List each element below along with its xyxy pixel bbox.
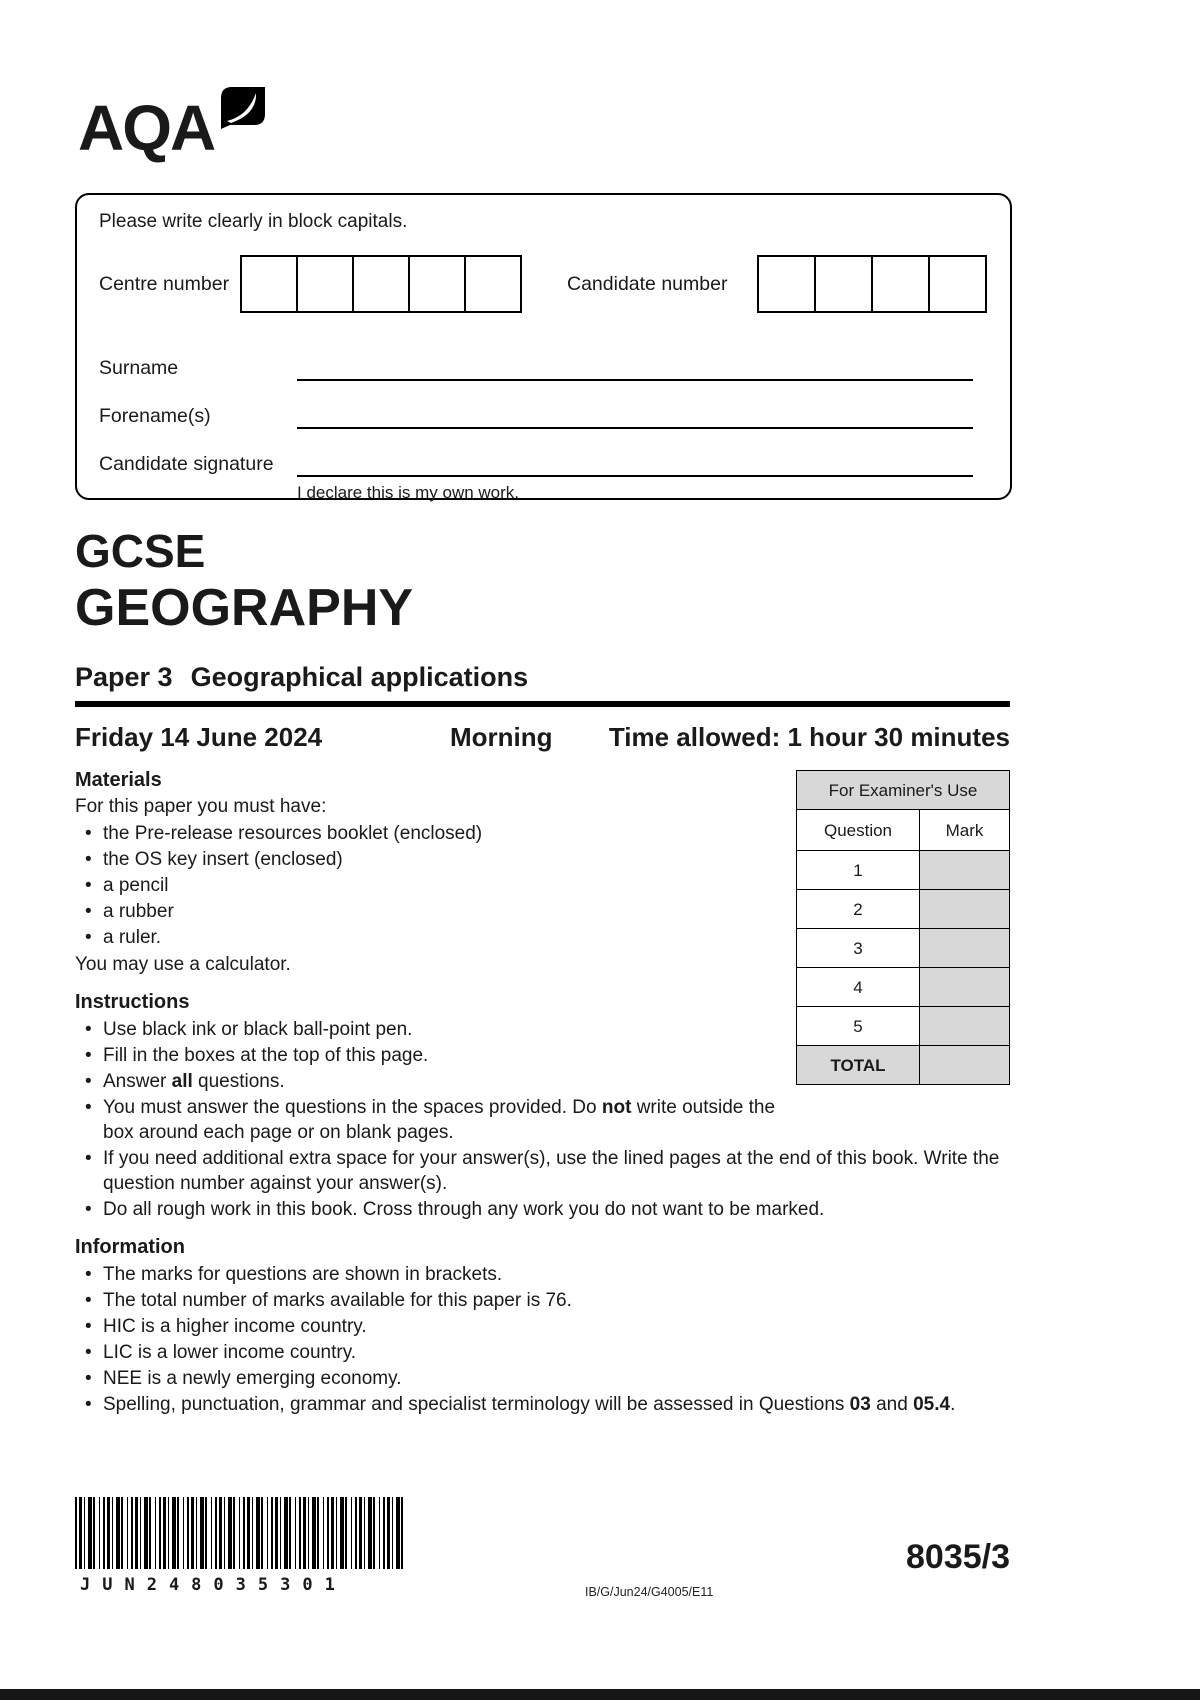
instruction-item (75, 1095, 1010, 1145)
declaration-note: I declare this is my own work. (297, 483, 520, 502)
material-item: • the OS key insert (enclosed) (75, 847, 1010, 872)
block-capitals-note: Please write clearly in block capitals. (99, 211, 408, 232)
materials-intro: For this paper you must have: (75, 796, 327, 817)
centre-number-cells (240, 255, 522, 313)
question-number-cell: 2 (797, 890, 920, 929)
barcode (75, 1497, 407, 1569)
aqa-logo-text: AQA (78, 92, 215, 164)
information-item: • LIC is a lower income country. (75, 1340, 1010, 1365)
centre-number-cell[interactable] (296, 255, 354, 313)
instruction-item: • Fill in the boxes at the top of this page. (75, 1043, 1010, 1068)
session-row (75, 722, 1010, 756)
signature-line[interactable] (297, 475, 973, 477)
information-item: • The marks for questions are shown in brackets. (75, 1262, 1010, 1287)
subject-title: GEOGRAPHY (75, 579, 414, 637)
forenames-label: Forename(s) (99, 405, 211, 427)
signature-label: Candidate signature (99, 453, 274, 475)
instruction-item: • Do all rough work in this book. Cross through any work you do not want to be marked. (75, 1197, 1010, 1222)
candidate-number-cell[interactable] (814, 255, 873, 313)
text-run: . (950, 1394, 956, 1415)
text-run: and (870, 1394, 914, 1415)
paper-name: Geographical applications (190, 662, 529, 692)
question-column-header: Question (797, 810, 920, 851)
text-run-bold: not (601, 1097, 632, 1118)
candidate-number-label: Candidate number (567, 273, 728, 295)
text-run: questions. (192, 1071, 285, 1092)
time-allowed: Time allowed: 1 hour 30 minutes (608, 722, 1010, 752)
instruction-item: • If you need additional extra space for your answer(s), use the lined pages at the end of this book. Write the question number against your answer(s). (75, 1146, 1010, 1196)
information-item: • HIC is a higher income country. (75, 1314, 1010, 1339)
centre-number-cell[interactable] (240, 255, 298, 313)
candidate-number-cell[interactable] (928, 255, 987, 313)
instruction-item: • Use black ink or black ball-point pen. (75, 1017, 1010, 1042)
aqa-leaf-icon (218, 84, 268, 132)
mark-cell (920, 968, 1010, 1007)
information-item: • The total number of marks available for this paper is 76. (75, 1288, 1010, 1313)
paper-code: 8035/3 (906, 1538, 1010, 1576)
centre-number-cell[interactable] (464, 255, 522, 313)
centre-number-label: Centre number (99, 273, 230, 295)
information-item: • NEE is a newly emerging economy. (75, 1366, 1010, 1391)
surname-label: Surname (99, 357, 179, 379)
aqa-logo (78, 92, 215, 168)
exam-session: Morning (450, 722, 553, 752)
cover-body (75, 768, 1010, 1419)
information-item (75, 1392, 1010, 1417)
instruction-item (75, 1069, 1010, 1094)
materials-list (75, 821, 1010, 950)
question-number-cell: 4 (797, 968, 920, 1007)
question-number-cell: 1 (797, 851, 920, 890)
candidate-number-cells (757, 255, 987, 313)
examiner-table-title: For Examiner's Use (797, 771, 1010, 810)
page-bottom-edge (0, 1689, 1200, 1700)
text-run-bold: all (171, 1071, 193, 1092)
text-run: You must answer the questions in the spaces provided. Do (103, 1097, 602, 1118)
text-run-bold: 03 (849, 1394, 871, 1415)
candidate-number-cell[interactable] (871, 255, 930, 313)
instructions-heading: Instructions (75, 991, 190, 1013)
material-item: • a ruler. (75, 925, 1010, 950)
qualification-title: GCSE (75, 525, 206, 577)
barcode-digits: JUN248035301 (80, 1575, 347, 1595)
candidate-details-box (75, 193, 1012, 500)
text-run: Spelling, punctuation, grammar and specialist terminology will be assessed in Questions (103, 1394, 850, 1415)
surname-line[interactable] (297, 379, 973, 381)
information-list (75, 1262, 1010, 1417)
centre-number-cell[interactable] (352, 255, 410, 313)
candidate-number-cell[interactable] (757, 255, 816, 313)
text-run: Answer (103, 1071, 172, 1092)
exam-date: Friday 14 June 2024 (75, 722, 323, 752)
paper-number: Paper 3 (75, 662, 173, 692)
information-heading: Information (75, 1236, 185, 1258)
question-number-cell: 3 (797, 929, 920, 968)
material-item: • the Pre-release resources booklet (enclosed) (75, 821, 1010, 846)
instructions-list (75, 1017, 1010, 1222)
paper-reference: IB/G/Jun24/G4005/E11 (585, 1585, 714, 1599)
total-label: TOTAL (797, 1046, 920, 1085)
forenames-line[interactable] (297, 427, 973, 429)
material-item: • a rubber (75, 899, 1010, 924)
mark-column-header: Mark (920, 810, 1010, 851)
materials-note: You may use a calculator. (75, 954, 291, 975)
text-run: write outside the box around each page or on blank pages. (103, 1097, 776, 1143)
text-run-bold: 05.4 (913, 1394, 951, 1415)
paper-title (75, 662, 528, 693)
centre-number-cell[interactable] (408, 255, 466, 313)
material-item: • a pencil (75, 873, 1010, 898)
divider-rule (75, 701, 1010, 707)
materials-heading: Materials (75, 769, 162, 791)
question-number-cell: 5 (797, 1007, 920, 1046)
